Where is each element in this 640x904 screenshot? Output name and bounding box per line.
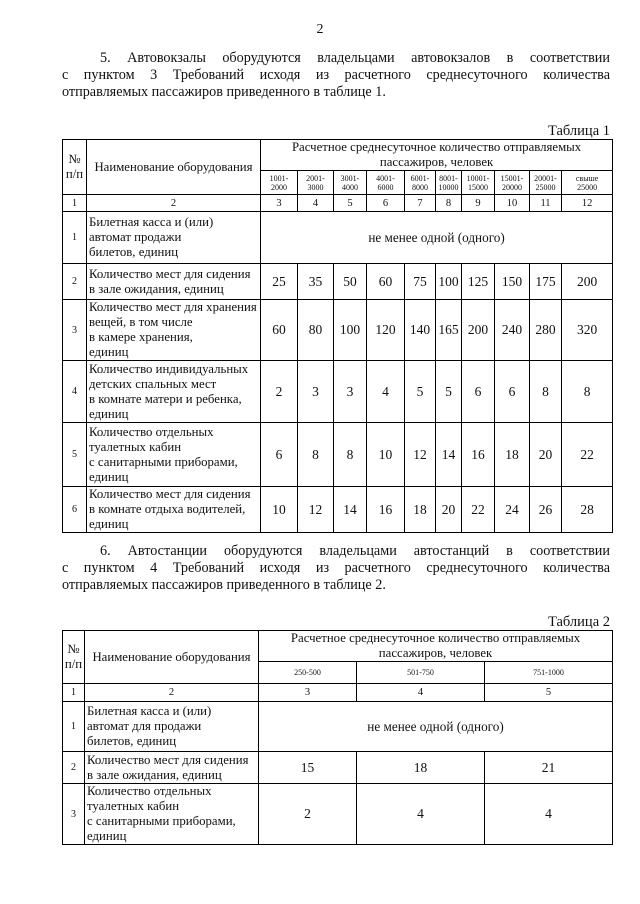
row-value-cell: 20 — [530, 423, 562, 487]
column-number-cell: 6 — [367, 195, 405, 212]
row-value-cell: 200 — [462, 300, 495, 361]
row-value-cell: 12 — [405, 423, 436, 487]
row-value-cell: 10 — [261, 487, 298, 533]
table-row — [63, 702, 613, 752]
row-value-cell: 16 — [462, 423, 495, 487]
row-value-cell: 165 — [436, 300, 462, 361]
column-number-cell: 4 — [357, 684, 485, 702]
table-row — [63, 264, 613, 300]
column-header-group: Расчетное среднесуточное количество отправляемых пассажиров, человек — [261, 140, 613, 171]
column-header-name: Наименование оборудования — [87, 140, 261, 195]
range-header-cell: свыше 25000 — [562, 171, 613, 195]
paragraph-line: 6. Автостанции оборудуются владельцами автостанций в соответствии — [100, 543, 610, 559]
row-value-cell: 6 — [261, 423, 298, 487]
column-number-cell: 2 — [85, 684, 259, 702]
page-number: 2 — [316, 22, 324, 37]
paragraph-5 — [62, 50, 610, 101]
range-header-cell: 1001- 2000 — [261, 171, 298, 195]
row-value-cell: 18 — [357, 752, 485, 784]
row-value-cell: 20 — [436, 487, 462, 533]
column-number-cell: 4 — [298, 195, 334, 212]
row-value-cell: 6 — [462, 361, 495, 423]
row-value-cell: 22 — [562, 423, 613, 487]
row-value-cell: 14 — [334, 487, 367, 533]
row-name-cell: Количество мест для сидения в зале ожидания, единиц — [87, 264, 261, 300]
table-1-caption: Таблица 1 — [547, 123, 610, 139]
row-value-cell: 60 — [367, 264, 405, 300]
row-number-cell: 2 — [63, 264, 87, 300]
column-number-cell: 5 — [485, 684, 613, 702]
row-name-cell: Количество мест для сидения в зале ожидания, единиц — [85, 752, 259, 784]
table-row — [63, 212, 613, 264]
row-value-cell: 75 — [405, 264, 436, 300]
row-value-cell: 100 — [436, 264, 462, 300]
row-value-cell: 35 — [298, 264, 334, 300]
column-number-cell: 3 — [259, 684, 357, 702]
range-header-cell: 751-1000 — [485, 662, 613, 684]
row-value-cell: 3 — [334, 361, 367, 423]
column-number-cell: 2 — [87, 195, 261, 212]
row-number-cell: 4 — [63, 361, 87, 423]
row-name-cell: Количество мест для хранения вещей, в том числе в камере хранения, единиц — [87, 300, 261, 361]
paragraph-line: отправляемых пассажиров приведенного в таблице 1. — [62, 84, 386, 100]
paragraph-line: с пунктом 3 Требований исходя из расчетного среднесуточного количества — [62, 67, 610, 83]
table-1 — [62, 139, 613, 533]
table-row — [63, 487, 613, 533]
row-value-cell: 5 — [405, 361, 436, 423]
column-header-number: № п/п — [63, 140, 87, 195]
row-value-cell: 16 — [367, 487, 405, 533]
column-number-row — [63, 195, 613, 212]
row-value-cell: 26 — [530, 487, 562, 533]
paragraph-6 — [62, 543, 610, 594]
table-2-caption: Таблица 2 — [547, 614, 610, 630]
row-value-cell: 4 — [485, 784, 613, 845]
row-value-cell: 5 — [436, 361, 462, 423]
range-header-cell: 15001- 20000 — [495, 171, 530, 195]
row-value-cell: 15 — [259, 752, 357, 784]
column-number-cell: 7 — [405, 195, 436, 212]
row-value-cell: 2 — [259, 784, 357, 845]
row-name-cell: Количество мест для сидения в комнате отдыха водителей, единиц — [87, 487, 261, 533]
table-2 — [62, 630, 613, 845]
row-value-cell: 24 — [495, 487, 530, 533]
row-number-cell: 5 — [63, 423, 87, 487]
range-header-cell: 8001- 10000 — [436, 171, 462, 195]
row-value-cell: 4 — [367, 361, 405, 423]
range-header-cell: 501-750 — [357, 662, 485, 684]
range-header-cell: 3001- 4000 — [334, 171, 367, 195]
row-number-cell: 3 — [63, 784, 85, 845]
row-value-cell: 21 — [485, 752, 613, 784]
column-number-cell: 8 — [436, 195, 462, 212]
row-value-span-cell: не менее одной (одного) — [259, 702, 613, 752]
row-value-cell: 50 — [334, 264, 367, 300]
row-name-cell: Билетная касса и (или) автомат продажи билетов, единиц — [87, 212, 261, 264]
paragraph-line: отправляемых пассажиров приведенного в таблице 2. — [62, 577, 386, 593]
column-number-cell: 10 — [495, 195, 530, 212]
table-row — [63, 423, 613, 487]
column-number-cell: 12 — [562, 195, 613, 212]
row-value-cell: 28 — [562, 487, 613, 533]
range-header-cell: 10001- 15000 — [462, 171, 495, 195]
row-value-cell: 22 — [462, 487, 495, 533]
row-value-span-cell: не менее одной (одного) — [261, 212, 613, 264]
column-header-number: № п/п — [63, 631, 85, 684]
table-row — [63, 300, 613, 361]
column-number-cell: 1 — [63, 684, 85, 702]
row-value-cell: 8 — [562, 361, 613, 423]
row-number-cell: 2 — [63, 752, 85, 784]
column-header-name: Наименование оборудования — [85, 631, 259, 684]
row-name-cell: Количество отдельных туалетных кабин с санитарными приборами, единиц — [87, 423, 261, 487]
column-number-cell: 11 — [530, 195, 562, 212]
column-number-cell: 9 — [462, 195, 495, 212]
row-name-cell: Количество индивидуальных детских спальных мест в комнате матери и ребенка, единиц — [87, 361, 261, 423]
row-value-cell: 80 — [298, 300, 334, 361]
row-value-cell: 100 — [334, 300, 367, 361]
row-number-cell: 1 — [63, 212, 87, 264]
range-header-cell: 6001- 8000 — [405, 171, 436, 195]
column-number-cell: 1 — [63, 195, 87, 212]
row-value-cell: 4 — [357, 784, 485, 845]
row-value-cell: 18 — [495, 423, 530, 487]
row-value-cell: 150 — [495, 264, 530, 300]
row-value-cell: 280 — [530, 300, 562, 361]
column-header-group: Расчетное среднесуточное количество отправляемых пассажиров, человек — [259, 631, 613, 662]
paragraph-line: с пунктом 4 Требований исходя из расчетного среднесуточного количества — [62, 560, 610, 576]
row-value-cell: 8 — [334, 423, 367, 487]
row-value-cell: 175 — [530, 264, 562, 300]
row-value-cell: 2 — [261, 361, 298, 423]
row-value-cell: 320 — [562, 300, 613, 361]
row-value-cell: 200 — [562, 264, 613, 300]
row-value-cell: 25 — [261, 264, 298, 300]
row-number-cell: 1 — [63, 702, 85, 752]
row-value-cell: 6 — [495, 361, 530, 423]
row-value-cell: 120 — [367, 300, 405, 361]
row-value-cell: 8 — [298, 423, 334, 487]
paragraph-line: 5. Автовокзалы оборудуются владельцами автовокзалов в соответствии — [100, 50, 610, 66]
row-value-cell: 8 — [530, 361, 562, 423]
row-number-cell: 3 — [63, 300, 87, 361]
range-header-cell: 250-500 — [259, 662, 357, 684]
row-value-cell: 14 — [436, 423, 462, 487]
column-number-cell: 3 — [261, 195, 298, 212]
row-value-cell: 12 — [298, 487, 334, 533]
row-value-cell: 18 — [405, 487, 436, 533]
row-value-cell: 140 — [405, 300, 436, 361]
table-row — [63, 784, 613, 845]
row-name-cell: Билетная касса и (или) автомат для продажи билетов, единиц — [85, 702, 259, 752]
range-header-cell: 4001- 6000 — [367, 171, 405, 195]
table-row — [63, 361, 613, 423]
row-value-cell: 10 — [367, 423, 405, 487]
row-value-cell: 60 — [261, 300, 298, 361]
range-header-cell: 20001- 25000 — [530, 171, 562, 195]
row-name-cell: Количество отдельных туалетных кабин с санитарными приборами, единиц — [85, 784, 259, 845]
column-number-cell: 5 — [334, 195, 367, 212]
range-header-cell: 2001- 3000 — [298, 171, 334, 195]
row-number-cell: 6 — [63, 487, 87, 533]
row-value-cell: 3 — [298, 361, 334, 423]
table-row — [63, 752, 613, 784]
column-number-row — [63, 684, 613, 702]
row-value-cell: 125 — [462, 264, 495, 300]
row-value-cell: 240 — [495, 300, 530, 361]
